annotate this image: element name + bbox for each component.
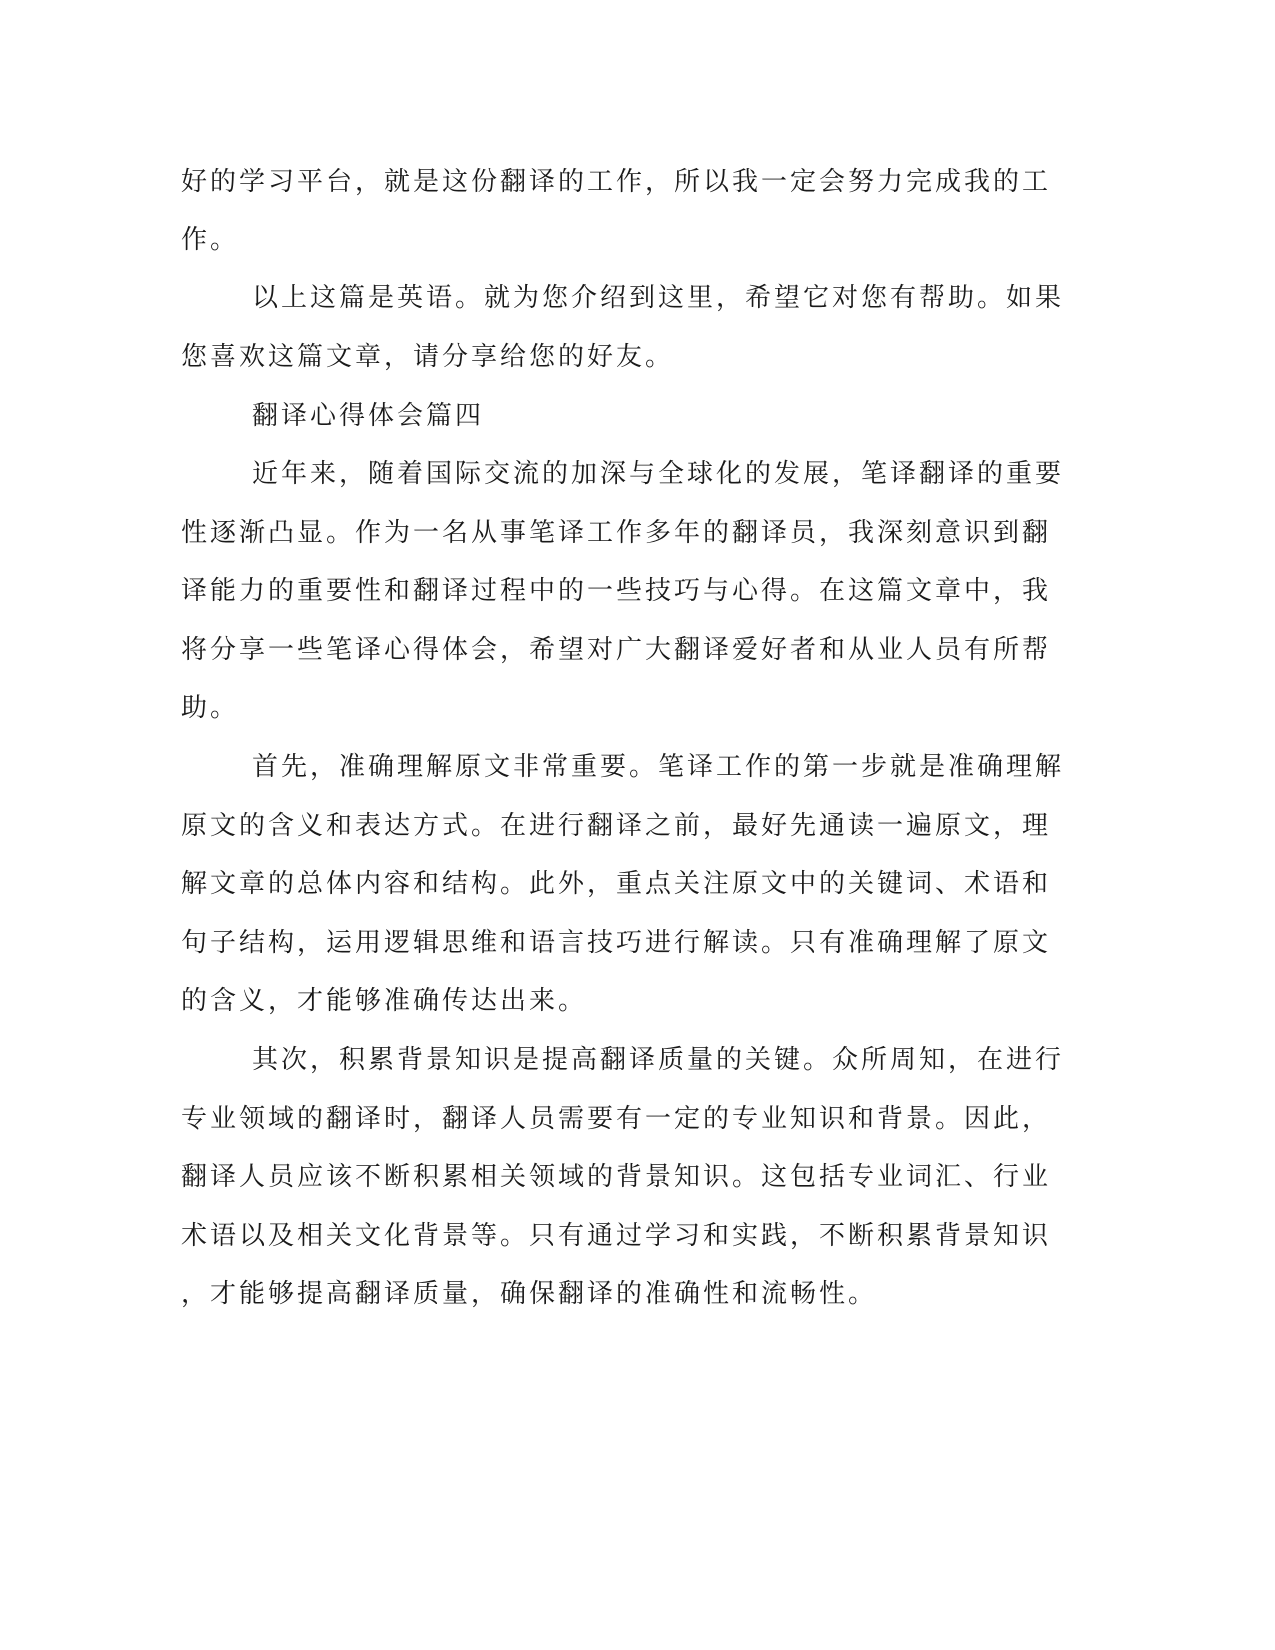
text-line: 句子结构，运用逻辑思维和语言技巧进行解读。只有准确理解了原文 [181, 928, 1052, 958]
text-line: 其次，积累背景知识是提高翻译质量的关键。众所周知，在进行 [252, 1045, 1065, 1075]
text-line: ，才能够提高翻译质量，确保翻译的准确性和流畅性。 [181, 1279, 878, 1309]
text-line: 专业领域的翻译时，翻译人员需要有一定的专业知识和背景。因此， [181, 1104, 1052, 1134]
text-line: 近年来，随着国际交流的加深与全球化的发展，笔译翻译的重要 [252, 459, 1065, 489]
text-line: 好的学习平台，就是这份翻译的工作，所以我一定会努力完成我的工 [181, 167, 1052, 197]
text-line: 您喜欢这篇文章，请分享给您的好友。 [181, 342, 675, 372]
text-line: 作。 [181, 225, 240, 255]
section-heading: 翻译心得体会篇四 [252, 401, 485, 431]
text-line: 译能力的重要性和翻译过程中的一些技巧与心得。在这篇文章中，我 [181, 576, 1052, 606]
text-line: 的含义，才能够准确传达出来。 [181, 986, 588, 1016]
text-line: 解文章的总体内容和结构。此外，重点关注原文中的关键词、术语和 [181, 869, 1052, 899]
text-line: 术语以及相关文化背景等。只有通过学习和实践，不断积累背景知识 [181, 1221, 1052, 1251]
text-line: 首先，准确理解原文非常重要。笔译工作的第一步就是准确理解 [252, 752, 1065, 782]
text-line: 助。 [181, 693, 240, 723]
text-line: 以上这篇是英语。就为您介绍到这里，希望它对您有帮助。如果 [252, 283, 1065, 313]
text-line: 性逐渐凸显。作为一名从事笔译工作多年的翻译员，我深刻意识到翻 [181, 518, 1052, 548]
text-line: 原文的含义和表达方式。在进行翻译之前，最好先通读一遍原文，理 [181, 811, 1052, 841]
text-line: 将分享一些笔译心得体会，希望对广大翻译爱好者和从业人员有所帮 [181, 635, 1052, 665]
text-line: 翻译人员应该不断积累相关领域的背景知识。这包括专业词汇、行业 [181, 1162, 1052, 1192]
